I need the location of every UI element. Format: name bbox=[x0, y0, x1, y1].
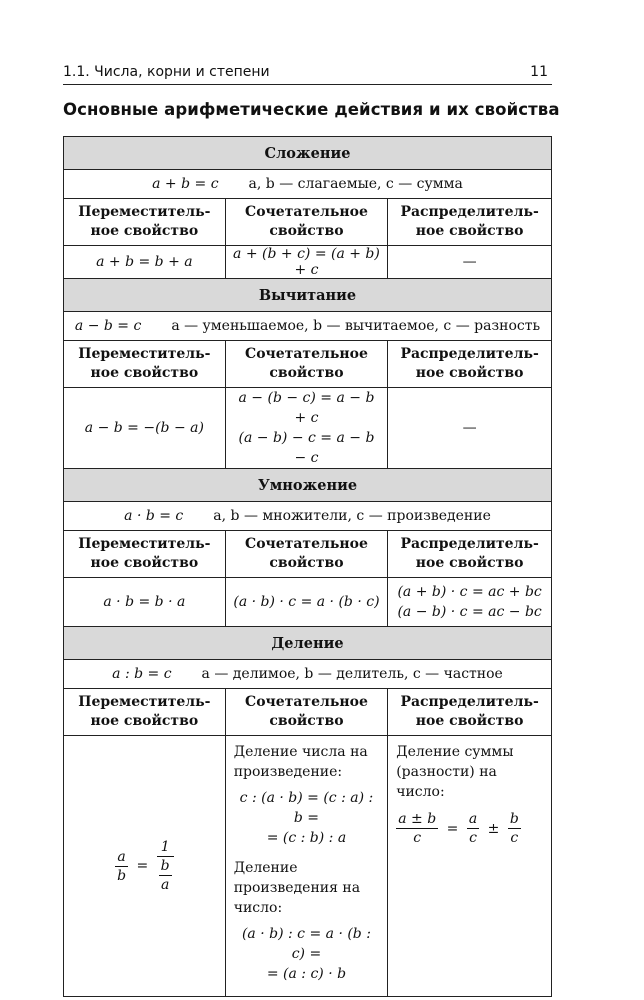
subtraction-associative bbox=[225, 388, 388, 469]
division-properties-header bbox=[64, 689, 552, 736]
associative-label: Сочетательное свойство bbox=[225, 531, 388, 578]
page-number: 11 bbox=[530, 64, 548, 80]
subtraction-definition-row bbox=[64, 312, 552, 341]
subtraction-title: Вычитание bbox=[64, 279, 552, 312]
distributive-label: Распределитель-ное свойство bbox=[388, 341, 552, 388]
addition-properties-row bbox=[64, 246, 552, 279]
subtraction-distributive: — bbox=[388, 388, 552, 469]
fraction-one-over-b-over-a: $\frac{1}{\frac{b}{a}}$ bbox=[157, 838, 174, 894]
addition-formula: a + b = c bbox=[152, 176, 219, 192]
associative-label: Сочетательное свойство bbox=[225, 689, 388, 736]
multiplication-title: Умножение bbox=[64, 469, 552, 502]
section-header-multiplication bbox=[64, 469, 552, 502]
addition-distributive: — bbox=[388, 246, 552, 279]
subtraction-associative-1: a − (b − c) = a − b + c bbox=[238, 390, 375, 426]
subtraction-description: a — уменьшаемое, b — вычитаемое, c — разность bbox=[171, 318, 541, 334]
page-title: Основные арифметические действия и их свойства bbox=[63, 100, 560, 119]
associative-label: Сочетательное свойство bbox=[225, 341, 388, 388]
division-assoc-text-2: Деление произведения на число: bbox=[233, 860, 361, 916]
division-formula: a : b = c bbox=[112, 666, 172, 682]
multiplication-definition-row bbox=[64, 502, 552, 531]
subtraction-formula: a − b = c bbox=[74, 318, 142, 334]
multiplication-distributive-1: (a + b) · c = ac + bc bbox=[397, 584, 542, 600]
division-distributive bbox=[388, 736, 552, 997]
commutative-label: Переместитель-ное свойство bbox=[64, 689, 226, 736]
section-label: 1.1. Числа, корни и степени bbox=[63, 64, 270, 80]
fraction-a-over-b: $\frac{a}{b}$ bbox=[117, 848, 127, 884]
division-properties-row bbox=[64, 736, 552, 997]
running-header bbox=[63, 62, 552, 85]
multiplication-formula: a · b = c bbox=[124, 508, 184, 524]
subtraction-commutative: a − b = −(b − a) bbox=[64, 388, 226, 469]
distributive-label: Распределитель-ное свойство bbox=[388, 531, 552, 578]
division-assoc-formula-2: (a · b) : c = a · (b : c) = = (a : c) · b bbox=[241, 926, 371, 982]
subtraction-properties-header bbox=[64, 341, 552, 388]
multiplication-distributive bbox=[388, 578, 552, 627]
division-assoc-text-1: Деление числа на произведение: bbox=[233, 744, 368, 780]
commutative-label: Переместитель-ное свойство bbox=[64, 199, 226, 246]
operations-table bbox=[63, 136, 552, 997]
division-commutative: $\frac{a}{b}$ = $\frac{1}{\frac{b}{a}}$ bbox=[64, 736, 226, 997]
multiplication-description: a, b — множители, c — произведение bbox=[213, 508, 491, 524]
subtraction-associative-2: (a − b) − c = a − b − c bbox=[238, 430, 375, 466]
division-assoc-formula-1: c : (a · b) = (c : a) : b = = (c : b) : a bbox=[239, 790, 374, 846]
division-title: Деление bbox=[64, 627, 552, 660]
distributive-label: Распределитель-ное свойство bbox=[388, 199, 552, 246]
section-header-division bbox=[64, 627, 552, 660]
addition-definition-row bbox=[64, 170, 552, 199]
multiplication-properties-header bbox=[64, 531, 552, 578]
addition-commutative: a + b = b + a bbox=[64, 246, 226, 279]
commutative-label: Переместитель-ное свойство bbox=[64, 341, 226, 388]
division-associative bbox=[225, 736, 388, 997]
addition-title: Сложение bbox=[64, 137, 552, 170]
addition-description: a, b — слагаемые, c — сумма bbox=[248, 176, 463, 192]
division-distr-text: Деление суммы (разности) на число: bbox=[396, 744, 514, 800]
section-header-subtraction bbox=[64, 279, 552, 312]
division-distr-formula: $\frac{a \pm b}{c}$ = $\frac{a}{c}$ ± $\frac{b}{c}$ bbox=[398, 811, 519, 846]
multiplication-commutative: a · b = b · a bbox=[64, 578, 226, 627]
multiplication-properties-row bbox=[64, 578, 552, 627]
subtraction-properties-row bbox=[64, 388, 552, 469]
multiplication-associative: (a · b) · c = a · (b · c) bbox=[225, 578, 388, 627]
addition-properties-header bbox=[64, 199, 552, 246]
multiplication-distributive-2: (a − b) · c = ac − bc bbox=[397, 604, 542, 620]
section-header-addition bbox=[64, 137, 552, 170]
division-description: a — делимое, b — делитель, c — частное bbox=[201, 666, 503, 682]
distributive-label: Распределитель-ное свойство bbox=[388, 689, 552, 736]
associative-label: Сочетательное свойство bbox=[225, 199, 388, 246]
division-definition-row bbox=[64, 660, 552, 689]
commutative-label: Переместитель-ное свойство bbox=[64, 531, 226, 578]
addition-associative: a + (b + c) = (a + b) + c bbox=[225, 246, 388, 279]
